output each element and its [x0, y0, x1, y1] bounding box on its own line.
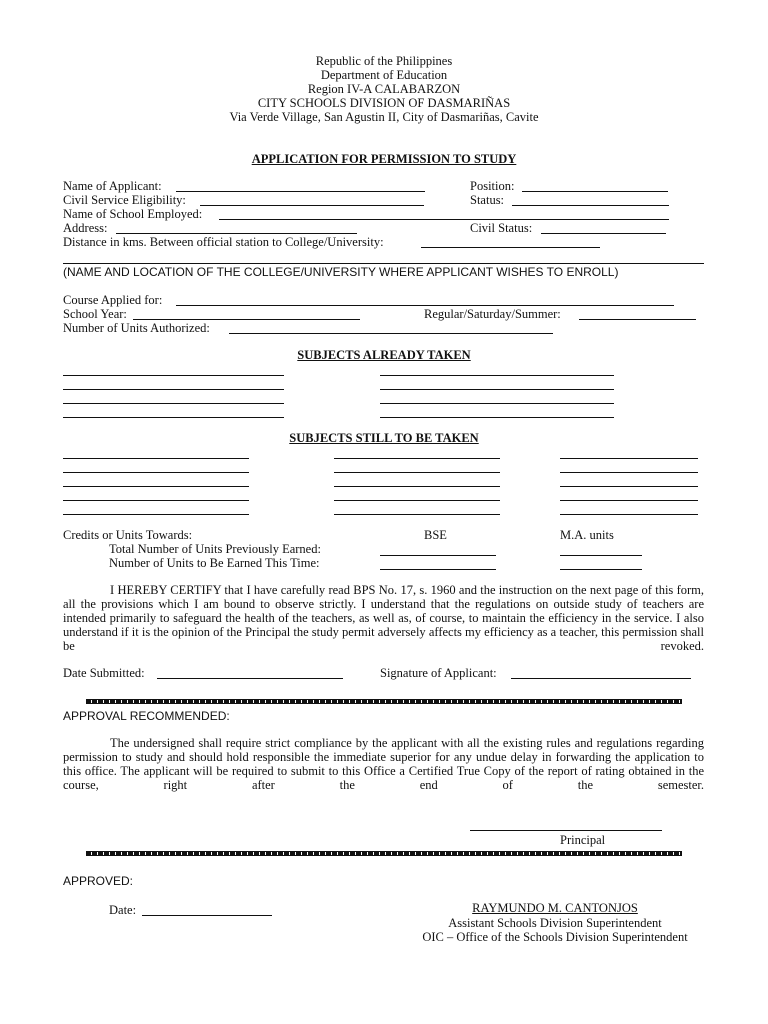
- term-label: Regular/Saturday/Summer:: [424, 307, 561, 321]
- header-address: Via Verde Village, San Agustin II, City of Dasmariñas, Cavite: [229, 110, 539, 124]
- principal-label: Principal: [560, 833, 606, 847]
- applicant-name-field[interactable]: [176, 191, 425, 192]
- header-division: CITY SCHOOLS DIVISION OF DASMARIÑAS: [257, 96, 511, 110]
- subject-taken-field[interactable]: [380, 389, 614, 390]
- header-region: Region IV-A CALABARZON: [307, 82, 461, 96]
- distance-label: Distance in kms. Between official station to College/University:: [63, 235, 384, 249]
- asterisk-separator: [86, 851, 682, 856]
- subject-to-take-field[interactable]: [560, 458, 698, 459]
- date-submitted-field[interactable]: [157, 678, 343, 679]
- approved-label: APPROVED:: [63, 874, 134, 888]
- signature-label: Signature of Applicant:: [380, 666, 497, 680]
- signatory-office: OIC – Office of the Schools Division Superintendent: [422, 930, 688, 944]
- subject-to-take-field[interactable]: [334, 514, 500, 515]
- units-authorized-label: Number of Units Authorized:: [63, 321, 210, 335]
- subject-taken-field[interactable]: [380, 375, 614, 376]
- certification-text: I HEREBY CERTIFY that I have carefully read BPS No. 17, s. 1960 and the instruction on the next page of this form, all the provisions which I am bound to observe strictly. I understand that the regulations on outside study of teachers are intended primarily to safeguard the health of the teachers, as well as, of course, to maintain the efficiency in the service. I also understand if it is the opinion of the Principal the study permit adversely affects my efficiency as a teacher, this permission shall be revoked.: [63, 583, 704, 653]
- asterisk-separator: [86, 699, 682, 704]
- subjects-taken-title: SUBJECTS ALREADY TAKEN: [297, 348, 471, 362]
- subject-to-take-field[interactable]: [560, 514, 698, 515]
- applicant-name-label: Name of Applicant:: [63, 179, 162, 193]
- ma-units-label: M.A. units: [560, 528, 614, 542]
- school-year-field[interactable]: [133, 319, 360, 320]
- status-field[interactable]: [512, 205, 669, 206]
- subject-to-take-field[interactable]: [63, 500, 249, 501]
- term-field[interactable]: [579, 319, 696, 320]
- school-year-label: School Year:: [63, 307, 127, 321]
- eligibility-field[interactable]: [200, 205, 424, 206]
- bse-label: BSE: [424, 528, 447, 542]
- undertaking-text: The undersigned shall require strict compliance by the applicant with all the existing rules and regulations regarding permission to study and should hold responsible the immediate superior for any undue delay in forwarding the application to this office. The applicant will be required to submit to this Office a Certified True Copy of the report of rating obtained in the course, right after the end of the semester.: [63, 736, 704, 792]
- header-department: Department of Education: [320, 68, 448, 82]
- approval-date-field[interactable]: [142, 915, 272, 916]
- school-employed-field[interactable]: [219, 219, 669, 220]
- position-field[interactable]: [522, 191, 668, 192]
- college-field[interactable]: [63, 263, 704, 264]
- subject-to-take-field[interactable]: [63, 458, 249, 459]
- subject-taken-field[interactable]: [380, 403, 614, 404]
- subject-to-take-field[interactable]: [560, 500, 698, 501]
- college-label: (NAME AND LOCATION OF THE COLLEGE/UNIVERSITY WHERE APPLICANT WISHES TO ENROLL): [63, 265, 619, 279]
- subject-taken-field[interactable]: [63, 389, 284, 390]
- subject-to-take-field[interactable]: [63, 472, 249, 473]
- principal-signature-field[interactable]: [470, 830, 662, 831]
- units-previous-bse-field[interactable]: [380, 555, 496, 556]
- school-employed-label: Name of School Employed:: [63, 207, 203, 221]
- units-authorized-field[interactable]: [229, 333, 553, 334]
- form-title: APPLICATION FOR PERMISSION TO STUDY: [251, 152, 517, 166]
- position-label: Position:: [470, 179, 515, 193]
- subject-taken-field[interactable]: [380, 417, 614, 418]
- distance-field[interactable]: [421, 247, 600, 248]
- date-submitted-label: Date Submitted:: [63, 666, 145, 680]
- credits-label: Credits or Units Towards:: [63, 528, 193, 542]
- signatory-title: Assistant Schools Division Superintendent: [448, 916, 662, 930]
- subject-to-take-field[interactable]: [63, 486, 249, 487]
- subject-to-take-field[interactable]: [560, 472, 698, 473]
- subject-to-take-field[interactable]: [560, 486, 698, 487]
- subject-to-take-field[interactable]: [334, 500, 500, 501]
- header-republic: Republic of the Philippines: [315, 54, 453, 68]
- civil-status-field[interactable]: [541, 233, 666, 234]
- subject-taken-field[interactable]: [63, 375, 284, 376]
- subject-taken-field[interactable]: [63, 417, 284, 418]
- approval-recommended-label: APPROVAL RECOMMENDED:: [63, 709, 230, 723]
- subject-taken-field[interactable]: [63, 403, 284, 404]
- subjects-to-take-title: SUBJECTS STILL TO BE TAKEN: [289, 431, 479, 445]
- signature-field[interactable]: [511, 678, 691, 679]
- eligibility-label: Civil Service Eligibility:: [63, 193, 186, 207]
- units-this-time-label: Number of Units to Be Earned This Time:: [109, 556, 320, 570]
- units-this-time-bse-field[interactable]: [380, 569, 496, 570]
- units-previous-label: Total Number of Units Previously Earned:: [109, 542, 321, 556]
- course-label: Course Applied for:: [63, 293, 163, 307]
- course-field[interactable]: [176, 305, 674, 306]
- address-label: Address:: [63, 221, 108, 235]
- signatory-name: RAYMUNDO M. CANTONJOS: [472, 901, 638, 915]
- civil-status-label: Civil Status:: [470, 221, 533, 235]
- address-field[interactable]: [116, 233, 357, 234]
- subject-to-take-field[interactable]: [334, 458, 500, 459]
- subject-to-take-field[interactable]: [63, 514, 249, 515]
- subject-to-take-field[interactable]: [334, 486, 500, 487]
- units-previous-ma-field[interactable]: [560, 555, 642, 556]
- units-this-time-ma-field[interactable]: [560, 569, 642, 570]
- subject-to-take-field[interactable]: [334, 472, 500, 473]
- status-label: Status:: [470, 193, 505, 207]
- approval-date-label: Date:: [109, 903, 137, 917]
